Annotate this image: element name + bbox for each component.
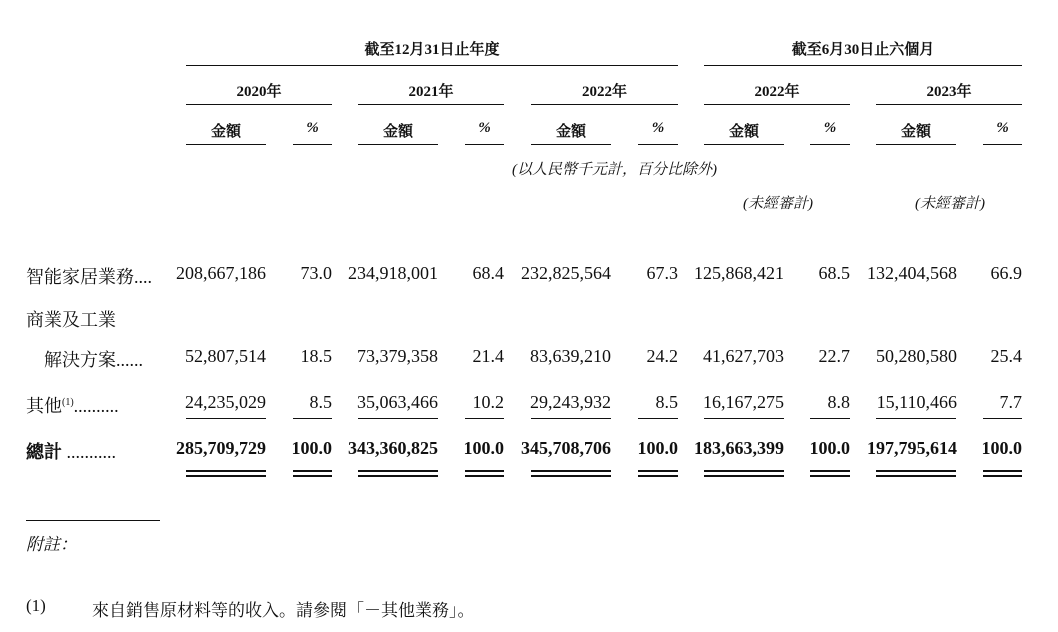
pct-cell: 66.9 [990, 263, 1022, 283]
subtotal-rule [358, 418, 438, 419]
halfyear-rule-2022 [704, 104, 850, 105]
amount-cell: 232,825,564 [521, 263, 611, 283]
pct-cell: 18.5 [300, 346, 332, 366]
amount-cell: 208,667,186 [176, 263, 266, 283]
amount-cell: 234,918,001 [348, 263, 438, 283]
pct-cell: 25.4 [990, 346, 1022, 366]
pct-cell: 10.2 [472, 392, 504, 412]
amount-header-2022: 金額 [555, 124, 586, 140]
total-double-rule [531, 470, 611, 477]
subtotal-rule [876, 418, 956, 419]
amount-rule-h2022 [704, 144, 784, 145]
subtotal-rule [531, 418, 611, 419]
pct-header-h2023: % [996, 120, 1009, 136]
total-double-rule [876, 470, 956, 477]
amount-cell: 16,167,275 [703, 392, 784, 412]
notes-title: 附註： [26, 535, 77, 554]
year-header-2022: 2022年 [581, 84, 627, 100]
year-rule-2021 [358, 104, 504, 105]
pct-cell: 8.5 [309, 392, 332, 412]
pct-header-2020: % [306, 120, 319, 136]
amount-rule-2022 [531, 144, 611, 145]
row-label-smart-home: 智能家居業務.... [26, 267, 152, 287]
amount-cell: 125,868,421 [694, 263, 784, 283]
subtotal-rule [983, 418, 1022, 419]
amount-cell: 24,235,029 [185, 392, 266, 412]
pct-rule-2020 [293, 144, 332, 145]
pct-cell: 7.7 [999, 392, 1022, 412]
amount-cell: 343,360,825 [348, 438, 438, 458]
amount-cell: 83,639,210 [530, 346, 611, 366]
amount-cell: 183,663,399 [694, 438, 784, 458]
pct-cell: 100.0 [291, 438, 332, 458]
subtotal-rule [638, 418, 678, 419]
pct-cell: 67.3 [646, 263, 678, 283]
amount-cell: 41,627,703 [703, 346, 784, 366]
pct-rule-h2022 [810, 144, 850, 145]
amount-cell: 73,379,358 [357, 346, 438, 366]
total-double-rule [465, 470, 504, 477]
year-header-2021: 2021年 [408, 84, 454, 100]
amount-cell: 285,709,729 [176, 438, 266, 458]
total-double-rule [638, 470, 678, 477]
halfyear-header-2023: 2023年 [926, 84, 972, 100]
amount-rule-h2023 [876, 144, 956, 145]
pct-rule-2022 [638, 144, 678, 145]
pct-cell: 8.5 [655, 392, 678, 412]
row-label-commercial-industrial: 商業及工業 [26, 310, 116, 330]
amount-cell: 29,243,932 [530, 392, 611, 412]
amount-cell: 15,110,466 [876, 392, 957, 412]
pct-cell: 100.0 [809, 438, 850, 458]
note-text: 來自銷售原材料等的收入。請參閱「－其他業務」。 [92, 601, 475, 620]
pct-cell: 68.4 [472, 263, 504, 283]
amount-cell: 50,280,580 [876, 346, 957, 366]
halfyear-header-2022: 2022年 [754, 84, 800, 100]
year-header-2020: 2020年 [236, 84, 282, 100]
amount-cell: 52,807,514 [185, 346, 266, 366]
pct-cell: 8.8 [827, 392, 850, 412]
unaudited-note-h2022: (未經審計) [743, 196, 813, 212]
amount-header-h2022: 金額 [728, 124, 759, 140]
pct-rule-h2023 [983, 144, 1022, 145]
subtotal-rule [810, 418, 850, 419]
pct-header-h2022: % [823, 120, 837, 136]
row-label-solutions: 解決方案...... [44, 350, 143, 370]
footnote-ref: (1) [62, 397, 74, 408]
unaudited-note-h2023: (未經審計) [915, 196, 985, 212]
amount-rule-2021 [358, 144, 438, 145]
pct-cell: 100.0 [463, 438, 504, 458]
subtotal-rule [465, 418, 504, 419]
year-group-rule [186, 65, 678, 66]
total-double-rule [810, 470, 850, 477]
amount-cell: 35,063,466 [357, 392, 438, 412]
subtotal-rule [186, 418, 266, 419]
year-rule-2020 [186, 104, 332, 105]
halfyear-rule-2023 [876, 104, 1022, 105]
amount-header-2020: 金額 [210, 124, 241, 140]
pct-rule-2021 [465, 144, 504, 145]
pct-cell: 21.4 [472, 346, 504, 366]
halfyear-group-rule [704, 65, 1022, 66]
year-rule-2022 [531, 104, 678, 105]
amount-cell: 197,795,614 [867, 438, 957, 458]
total-double-rule [983, 470, 1022, 477]
total-double-rule [186, 470, 266, 477]
notes-divider [26, 520, 160, 521]
pct-cell: 24.2 [646, 346, 678, 366]
unit-note: (以人民幣千元計，百分比除外) [512, 162, 717, 178]
amount-rule-2020 [186, 144, 266, 145]
total-double-rule [293, 470, 332, 477]
subtotal-rule [704, 418, 784, 419]
amount-header-2021: 金額 [382, 124, 413, 140]
amount-header-h2023: 金額 [900, 124, 931, 140]
subtotal-rule [293, 418, 332, 419]
total-double-rule [704, 470, 784, 477]
pct-cell: 73.0 [300, 263, 332, 283]
pct-cell: 22.7 [818, 346, 850, 366]
pct-header-2021: % [478, 120, 491, 136]
pct-header-2022: % [651, 120, 665, 136]
amount-cell: 345,708,706 [521, 438, 611, 458]
pct-cell: 68.5 [818, 263, 850, 283]
year-group-header: 截至12月31日止年度 [364, 42, 500, 58]
row-label-others: 其他$^{(1)}$.......... [26, 396, 119, 416]
pct-cell: 100.0 [637, 438, 678, 458]
row-label-total: 總計 ........... [26, 442, 116, 462]
halfyear-group-header: 截至6月30日止六個月 [791, 42, 935, 58]
amount-cell: 132,404,568 [867, 263, 957, 283]
pct-cell: 100.0 [981, 438, 1022, 458]
total-double-rule [358, 470, 438, 477]
note-number: (1) [26, 596, 46, 615]
